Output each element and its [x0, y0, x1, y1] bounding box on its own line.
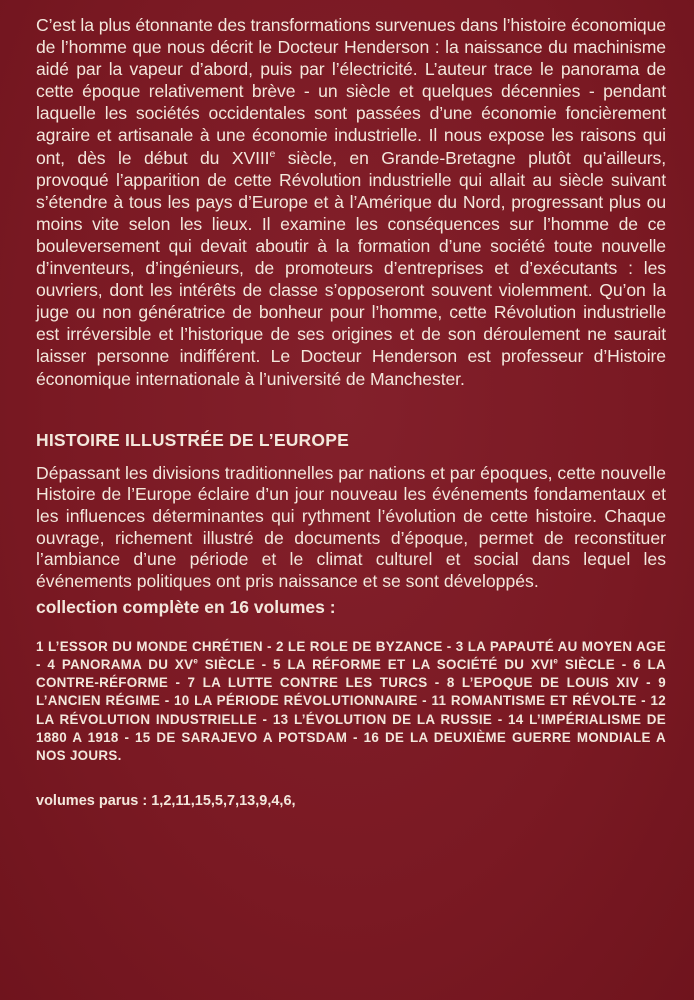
volume-list-part-a: 1 L’ESSOR DU MONDE CHRÉTIEN - 2 LE ROLE DE BYZANCE - 3 LA PAPAUTÉ AU MOYEN AGE - 4 PANORAMA DU XV — [36, 638, 666, 673]
volume-superscript-1: e — [193, 656, 199, 666]
intro-superscript: e — [269, 147, 276, 160]
volume-superscript-2: e — [553, 656, 559, 666]
collection-title: collection complète en 16 volumes : — [36, 596, 336, 617]
intro-text-part-1: C’est la plus étonnante des transformations survenues dans l’histoire économique de l’homme que nous décrit le Docteur Henderson : la naissance du machinisme aidé par la vapeur d’abord, puis par l’électricité. L’auteur trace le panorama de cette époque relativement brève - un siècle et quelques décennies - pendant laquelle les sociétés occidentales sont passées d’une économie foncièrement agraire et artisanale à une économie industrielle. Il nous expose les raisons qui ont, dès le début du XVIII — [36, 15, 666, 168]
series-title: HISTOIRE ILLUSTRÉE DE L’EUROPE — [36, 429, 349, 450]
published-volumes: volumes parus : 1,2,11,15,5,7,13,9,4,6, — [36, 793, 296, 810]
volume-list — [36, 638, 666, 765]
series-description: Dépassant les divisions traditionnelles par nations et par époques, cette nouvelle Histoire de l’Europe éclaire d’un jour nouveau les événements fondamentaux et les influences déterminantes qui rythment l’évolution de cette histoire. Chaque ouvrage, richement illustré de documents d’époque, permet de reconstituer l’ambiance d’une période et le climat culturel et social dans lequel les événements politiques ont pris naissance et se sont développés. — [36, 462, 666, 592]
volume-list-part-b: SIÈCLE - 5 LA RÉFORME ET LA SOCIÉTÉ DU XVI — [198, 657, 554, 673]
volume-list-part-c: SIÈCLE - 6 LA CONTRE-RÉFORME - 7 LA LUTTE CONTRE LES TURCS - 8 L’EPOQUE DE LOUIS XIV - 9 L’ANCIEN RÉGIME - 10 LA PÉRIODE RÉVOLUTIONNAIRE - 11 ROMANTISME ET RÉVOLTE - 12 LA RÉVOLUTION INDUSTRIELLE - 13 L’ÉVOLUTION DE LA RUSSIE - 14 L’IMPÉRIALISME DE 1880 A 1918 - 15 DE SARAJEVO A POTSDAM - 16 DE LA DEUXIÈME GUERRE MONDIALE A NOS JOURS. — [36, 657, 666, 764]
intro-text-part-2: siècle, en Grande-Bretagne plutôt qu’ailleurs, provoqué l’apparition de cette Révolution industrielle qui allait au siècle suivant s’étendre à tous les pays d’Europe et à l’Amérique du Nord, progressant plus ou moins vite selon les lieux. Il examine les conséquences sur l’homme de ce bouleversement qui devait aboutir à la formation d’une société toute nouvelle d’inventeurs, d’ingénieurs, de promoteurs d’entreprises et d’exécutants : les ouvriers, dont les intérêts de classe s’opposeront souvent violemment. Qu’on la juge ou non génératrice de bonheur pour l’homme, cette Révolution industrielle est irréversible et l’historique de ses origines et de son déroulement ne saurait laisser personne indifférent. Le Docteur Henderson est professeur d’Histoire économique internationale à l’université de Manchester. — [36, 147, 666, 389]
intro-paragraph — [36, 14, 666, 390]
